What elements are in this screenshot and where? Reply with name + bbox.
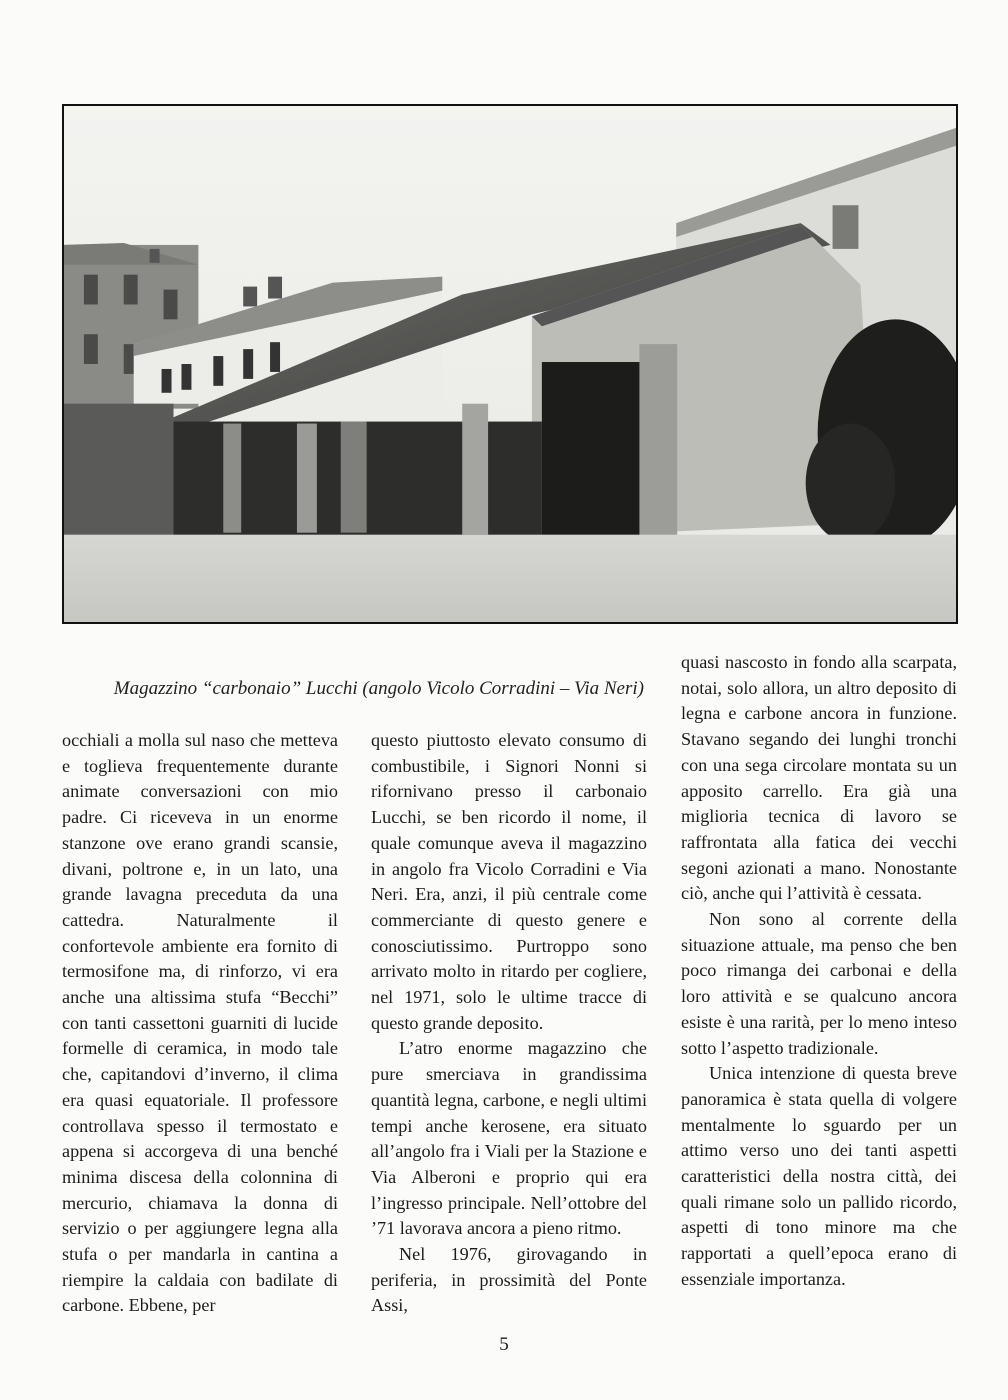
text-column-1 bbox=[62, 728, 338, 1319]
paragraph: questo piuttosto elevato consumo di combustibile, i Signori Nonni si rifornivano presso il carbonaio Lucchi, se ben ricordo il nome, il quale comunque aveva il magazzino in angolo fra Vicolo Corradini e Via Neri. Era, anzi, il più centrale come commerciante di questo genere e conosciutissimo. Purtroppo sono arrivato molto in ritardo per cogliere, nel 1971, solo le ultime tracce di questo grande deposito. bbox=[371, 730, 647, 1033]
text-column-2 bbox=[371, 728, 647, 1319]
paragraph: Unica intenzione di questa breve panoramica è stata quella di volgere mentalmente lo sguardo per un attimo verso uno dei tanti aspetti caratteristici della nostra città, dei quali rimane solo un pallido ricordo, aspetti di tono minore ma che rapportati a quell’epoca erano di essenziale importanza. bbox=[681, 1063, 957, 1289]
text-column-3 bbox=[681, 650, 957, 1293]
page-number: 5 bbox=[499, 1334, 509, 1355]
paragraph: Non sono al corrente della situazione attuale, ma penso che ben poco rimanga dei carbonai e della loro attività e se qualcuno ancora esiste è una rarità, per lo meno inteso sotto l’aspetto tradizionale. bbox=[681, 909, 957, 1058]
paragraph: quasi nascosto in fondo alla scarpata, notai, solo allora, un altro deposito di legna e carbone ancora in funzione. Stavano segando dei lunghi tronchi con una sega circolare montata su un apposito carrello. Era già una miglioria tecnica di lavoro se raffrontata alla fatica dei vecchi segoni azionati a mano. Nonostante ciò, anche qui l’attività è cessata. bbox=[681, 652, 957, 904]
warehouse-photo bbox=[64, 106, 956, 622]
figure-caption: Magazzino “carbonaio” Lucchi (angolo Vicolo Corradini – Via Neri) bbox=[113, 678, 644, 699]
paragraph: Nel 1976, girovagando in periferia, in prossimità del Ponte Assi, bbox=[371, 1244, 647, 1316]
paragraph: occhiali a molla sul naso che metteva e toglieva frequentemente durante animate conversazioni con mio padre. Ci riceveva in un enorme stanzone ove erano grandi scansie, divani, poltrone e, in un lato, una grande lavagna preceduta da una cattedra. Naturalmente il confortevole ambiente era fornito di termosifone ma, di rinforzo, vi era anche una altissima stufa “Becchi” con tanti cassettoni guarniti di lucide formelle di ceramica, in modo tale che, capitandovi d’inverno, il clima era quasi equatoriale. Il professore controllava spesso il termostato e appena si accorgeva di una benché minima discesa della colonnina di mercurio, chiamava la donna di servizio o per aggiungere legna alla stufa o per mandarla in cantina a riempire la caldaia con badilate di carbone. Ebbene, per bbox=[62, 730, 338, 1316]
photograph bbox=[62, 104, 958, 624]
paragraph: L’atro enorme magazzino che pure smerciava in grandissima quantità legna, carbone, e negli ultimi tempi anche kerosene, era situato all’angolo fra i Viali per la Stazione e Via Alberoni e proprio qui era l’ingresso principale. Nell’ottobre del ’71 lavorava ancora a pieno ritmo. bbox=[371, 1038, 647, 1239]
